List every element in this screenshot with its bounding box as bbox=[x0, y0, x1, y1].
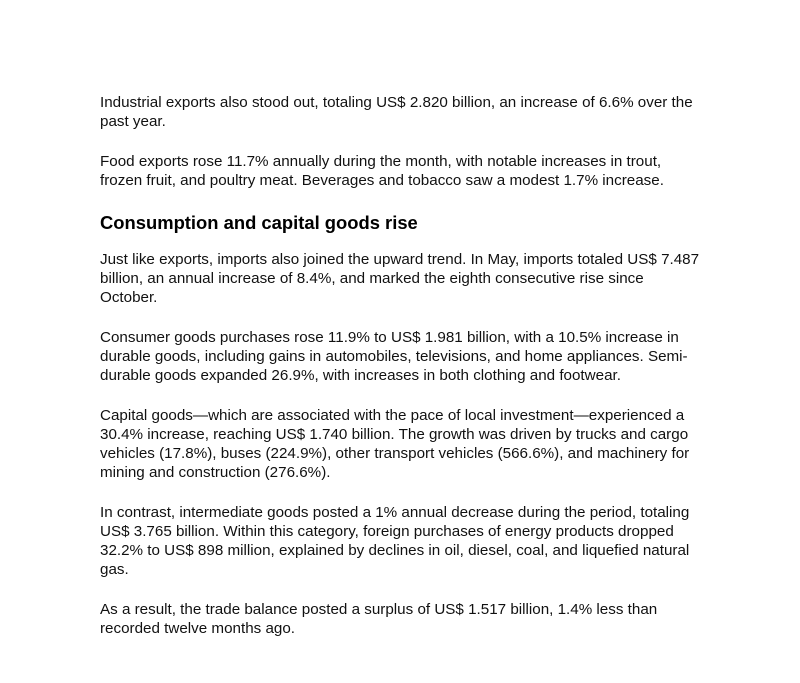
paragraph-capital-goods: Capital goods—which are associated with the pace of local investment—experienced a 30.4% increase, reaching US$ 1.740 billion. The growth was driven by trucks and cargo vehicles (17.8%), buses (224.9%), other transport vehicles (566.6%), and machinery for mining and construction (276.6%). bbox=[100, 407, 690, 481]
article-body bbox=[100, 93, 700, 659]
paragraph-food-exports: Food exports rose 11.7% annually during the month, with notable increases in trout, frozen fruit, and poultry meat. Beverages and tobacco saw a modest 1.7% increase. bbox=[100, 153, 664, 189]
paragraph-imports: Just like exports, imports also joined the upward trend. In May, imports totaled US$ 7.487 billion, an annual increase of 8.4%, and marked the eighth consecutive rise since October. bbox=[100, 251, 700, 306]
paragraph-industrial-exports: Industrial exports also stood out, totaling US$ 2.820 billion, an increase of 6.6% over the past year. bbox=[100, 94, 693, 130]
paragraph-intermediate-goods: In contrast, intermediate goods posted a 1% annual decrease during the period, totaling US$ 3.765 billion. Within this category, foreign purchases of energy products dropped 32.2% to US$ 898 million, explained by declines in oil, diesel, coal, and liquefied natural gas. bbox=[100, 504, 690, 578]
paragraph-consumer-goods: Consumer goods purchases rose 11.9% to US$ 1.981 billion, with a 10.5% increase in durable goods, including gains in automobiles, televisions, and home appliances. Semi-durable goods expanded 26.9%, with increases in both clothing and footwear. bbox=[100, 329, 688, 384]
section-heading: Consumption and capital goods rise bbox=[100, 212, 418, 233]
paragraph-trade-balance: As a result, the trade balance posted a surplus of US$ 1.517 billion, 1.4% less than recorded twelve months ago. bbox=[100, 601, 658, 637]
